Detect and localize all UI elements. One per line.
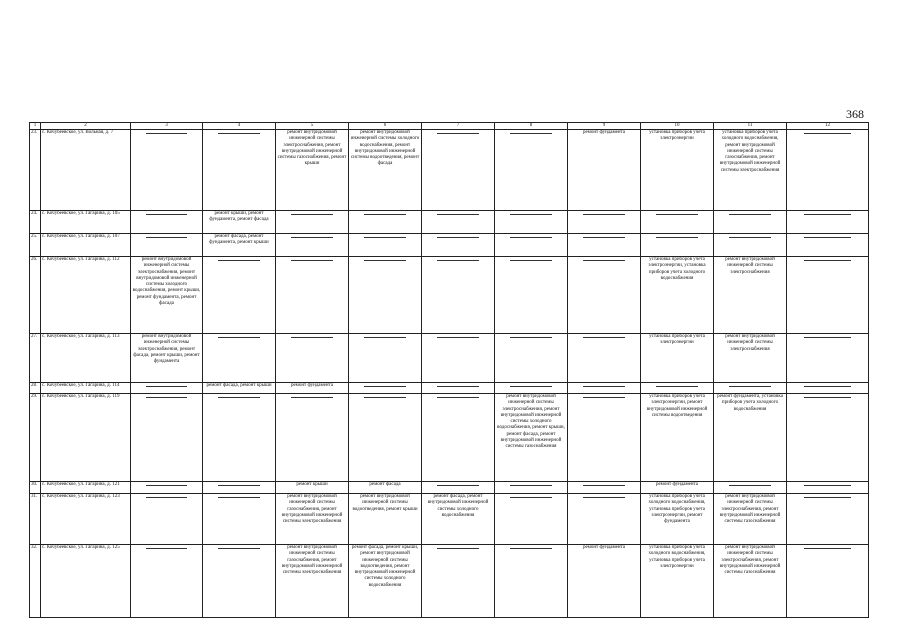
dash-mark [146, 397, 187, 398]
empty-cell [495, 494, 568, 545]
column-number: 7 [422, 123, 495, 130]
work-cell: установка приборов учета холодного водоснабжения, установка приборов учета электроэнергии [641, 545, 714, 618]
empty-cell [203, 394, 276, 482]
table-row [30, 334, 869, 383]
dash-mark [291, 260, 333, 261]
empty-cell [422, 482, 495, 494]
empty-cell [203, 334, 276, 383]
empty-cell [422, 130, 495, 211]
repair-schedule-table [29, 122, 869, 618]
empty-cell [422, 234, 495, 257]
empty-cell [131, 383, 203, 394]
empty-cell [568, 234, 641, 257]
dash-mark [218, 397, 260, 398]
dash-mark [291, 214, 333, 215]
empty-cell [568, 257, 641, 334]
dash-mark [146, 133, 187, 134]
work-cell: ремонт внутридомовой инженерной системы электроснабжения, ремонт внутридомовой инженерной системы газоснабжения [714, 545, 787, 618]
address-cell: с. Кочубеевское, ул. Гагарина, д. 119 [41, 394, 131, 482]
row-number: 28. [30, 383, 41, 394]
work-cell: ремонт фундамента [641, 482, 714, 494]
work-cell: ремонт фасада, ремонт фундамента, ремонт крыши [203, 234, 276, 257]
address-cell: с. Кочубеевское, ул. Гагарина, д. 123 [41, 494, 131, 545]
empty-cell [203, 130, 276, 211]
address-cell: с. Кочубеевское, ул. Гагарина, д. 112 [41, 257, 131, 334]
column-number: 1 [30, 123, 41, 130]
work-cell: установка приборов учета холодного водоснабжения, ремонт внутридомовой инженерной системы газоснабжения, ремонт внутридомовой инженерной системы электроснабжения [714, 130, 787, 211]
dash-mark [437, 260, 479, 261]
empty-cell [787, 130, 869, 211]
table-row [30, 494, 869, 545]
empty-cell [422, 383, 495, 394]
dash-mark [510, 260, 552, 261]
empty-cell [787, 383, 869, 394]
empty-cell [276, 211, 349, 234]
address-cell: с. Кочубеевское, ул. Гагарина, д. 121 [41, 482, 131, 494]
dash-mark [804, 397, 851, 398]
empty-cell [787, 545, 869, 618]
work-cell: ремонт фундамента [568, 130, 641, 211]
empty-cell [131, 211, 203, 234]
work-cell: установка приборов учета электроэнергии [641, 130, 714, 211]
dash-mark [364, 237, 406, 238]
empty-cell [568, 383, 641, 394]
empty-cell [276, 234, 349, 257]
empty-cell [714, 234, 787, 257]
table-row [30, 394, 869, 482]
dash-mark [146, 485, 187, 486]
row-number: 27. [30, 334, 41, 383]
empty-cell [787, 211, 869, 234]
empty-cell [349, 211, 422, 234]
column-number: 2 [41, 123, 131, 130]
dash-mark [146, 237, 187, 238]
work-cell: ремонт внутридомовой инженерной системы газоснабжения, ремонт внутридомовой инженерной системы электроснабжения [276, 545, 349, 618]
empty-cell [203, 545, 276, 618]
empty-cell [276, 334, 349, 383]
empty-cell [568, 211, 641, 234]
dash-mark [437, 133, 479, 134]
dash-mark [583, 397, 625, 398]
empty-cell [641, 211, 714, 234]
dash-mark [729, 386, 771, 387]
dash-mark [656, 386, 698, 387]
row-number: 25. [30, 234, 41, 257]
table-row [30, 130, 869, 211]
empty-cell [349, 394, 422, 482]
dash-mark [656, 214, 698, 215]
empty-cell [422, 334, 495, 383]
work-cell: ремонт крыши, ремонт фундамента, ремонт фасада [203, 211, 276, 234]
work-cell: ремонт фундамента [568, 545, 641, 618]
dash-mark [729, 237, 771, 238]
empty-cell [349, 334, 422, 383]
dash-mark [437, 337, 479, 338]
dash-mark [583, 337, 625, 338]
address-cell: с. Кочубеевское, ул. Гагарина, д. 114 [41, 383, 131, 394]
address-cell: с. Кочубеевское, ул. Гагарина, д. 105 [41, 211, 131, 234]
empty-cell [131, 545, 203, 618]
dash-mark [510, 386, 552, 387]
work-cell: установка приборов учета электроэнергии, ремонт внутридомовой инженерной системы водоотведения [641, 394, 714, 482]
page-number: 368 [846, 107, 864, 121]
dash-mark [218, 133, 260, 134]
column-number: 3 [131, 123, 203, 130]
empty-cell [422, 394, 495, 482]
empty-cell [568, 394, 641, 482]
empty-cell [276, 394, 349, 482]
empty-cell [495, 482, 568, 494]
dash-mark [218, 497, 260, 498]
dash-mark [804, 386, 851, 387]
dash-mark [510, 214, 552, 215]
empty-cell [641, 234, 714, 257]
work-cell: ремонт фундамента [276, 383, 349, 394]
dash-mark [510, 497, 552, 498]
dash-mark [218, 548, 260, 549]
work-cell: ремонт фасада, ремонт внутридомовой инженерной системы холодного водоснабжения [422, 494, 495, 545]
dash-mark [729, 485, 771, 486]
dash-mark [804, 548, 851, 549]
empty-cell [787, 334, 869, 383]
row-number: 30. [30, 482, 41, 494]
empty-cell [787, 394, 869, 482]
empty-cell [131, 494, 203, 545]
work-cell: ремонт фасада, ремонт крыши, ремонт внутридомовой инженерной системы водоотведения, ремонт внутридомовой инженерной системы холодного водоснабжения [349, 545, 422, 618]
empty-cell [422, 257, 495, 334]
empty-cell [495, 545, 568, 618]
dash-mark [146, 497, 187, 498]
work-cell: ремонт внутридомовой инженерной системы электроснабжения, ремонт внутридомовой инженерной системы холодного водоснабжения, ремонт крыши, ремонт фасада, ремонт внутридомовой инженерной системы газоснабжения [495, 394, 568, 482]
empty-cell [349, 234, 422, 257]
row-number: 26. [30, 257, 41, 334]
empty-cell [131, 130, 203, 211]
work-cell: ремонт внутридомовой инженерной системы электроснабжения, ремонт внутридомовой инженерной системы газоснабжения, ремонт крыши [276, 130, 349, 211]
dash-mark [804, 214, 851, 215]
empty-cell [568, 482, 641, 494]
row-number: 31. [30, 494, 41, 545]
dash-mark [804, 497, 851, 498]
work-cell: ремонт внутридомовой инженерной системы водоотведения, ремонт крыши [349, 494, 422, 545]
work-cell: ремонт внутридомовой инженерной системы электроснабжения [714, 334, 787, 383]
work-cell: ремонт фасада, ремонт крыши [203, 383, 276, 394]
empty-cell [131, 234, 203, 257]
dash-mark [364, 260, 406, 261]
work-cell: ремонт фундамента, установка приборов учета холодного водоснабжения [714, 394, 787, 482]
empty-cell [787, 234, 869, 257]
dash-mark [583, 260, 625, 261]
empty-cell [714, 383, 787, 394]
empty-cell [203, 494, 276, 545]
table-row [30, 383, 869, 394]
work-cell: ремонт внутридомовой инженерной системы электроснабжения, ремонт фасада, ремонт крыши, ремонт фундамента [131, 334, 203, 383]
work-cell: ремонт внутридомовой инженерной системы электроснабжения, ремонт внутридомовой инженерной системы холодного водоснабжения, ремонт крыши, ремонт фундамента, ремонт фасада [131, 257, 203, 334]
work-cell: ремонт крыши [276, 482, 349, 494]
dash-mark [291, 397, 333, 398]
work-cell: установка приборов учета электроэнергии [641, 334, 714, 383]
dash-mark [510, 133, 552, 134]
dash-mark [364, 214, 406, 215]
address-cell: с. Кочубеевское, ул. Гагарина, д. 125 [41, 545, 131, 618]
empty-cell [568, 334, 641, 383]
dash-mark [437, 214, 479, 215]
empty-cell [714, 482, 787, 494]
work-cell: ремонт внутридомовой инженерной системы холодного водоснабжения, ремонт внутридомовой инженерной системы водоотведения, ремонт фасада [349, 130, 422, 211]
empty-cell [422, 545, 495, 618]
work-cell: ремонт внутридомовой инженерной системы газоснабжения, ремонт внутридомовой инженерной системы электроснабжения [276, 494, 349, 545]
work-cell: установка приборов учета холодного водоснабжения, установка приборов учета электроэнергии, ремонт фундамента [641, 494, 714, 545]
row-number: 24. [30, 211, 41, 234]
table-row [30, 545, 869, 618]
dash-mark [437, 548, 479, 549]
dash-mark [583, 497, 625, 498]
dash-mark [510, 548, 552, 549]
table-row [30, 482, 869, 494]
dash-mark [583, 485, 625, 486]
dash-mark [218, 260, 260, 261]
dash-mark [291, 237, 333, 238]
empty-cell [349, 257, 422, 334]
dash-mark [804, 260, 851, 261]
column-number: 9 [568, 123, 641, 130]
empty-cell [568, 494, 641, 545]
column-number: 6 [349, 123, 422, 130]
dash-mark [437, 397, 479, 398]
empty-cell [787, 494, 869, 545]
empty-cell [276, 257, 349, 334]
dash-mark [291, 337, 333, 338]
empty-cell [131, 482, 203, 494]
empty-cell [714, 211, 787, 234]
dash-mark [583, 237, 625, 238]
dash-mark [510, 337, 552, 338]
empty-cell [203, 257, 276, 334]
dash-mark [146, 386, 187, 387]
empty-cell [787, 482, 869, 494]
column-number: 4 [203, 123, 276, 130]
address-cell: с. Кочубеевское, ул. Вольная, д. 7 [41, 130, 131, 211]
row-number: 29. [30, 394, 41, 482]
work-cell: ремонт внутридомовой инженерной системы электроснабжения, ремонт внутридомовой инженерной системы газоснабжения [714, 494, 787, 545]
table-row [30, 257, 869, 334]
dash-mark [437, 386, 479, 387]
column-number: 10 [641, 123, 714, 130]
empty-cell [495, 211, 568, 234]
empty-cell [131, 394, 203, 482]
dash-mark [437, 237, 479, 238]
table-row [30, 211, 869, 234]
dash-mark [804, 133, 851, 134]
table-row [30, 234, 869, 257]
column-number: 11 [714, 123, 787, 130]
dash-mark [804, 237, 851, 238]
dash-mark [804, 485, 851, 486]
address-cell: с. Кочубеевское, ул. Гагарина, д. 107 [41, 234, 131, 257]
dash-mark [364, 337, 406, 338]
dash-mark [729, 214, 771, 215]
dash-mark [583, 386, 625, 387]
empty-cell [495, 257, 568, 334]
empty-cell [422, 211, 495, 234]
dash-mark [364, 397, 406, 398]
dash-mark [510, 485, 552, 486]
row-number: 23. [30, 130, 41, 211]
dash-mark [804, 337, 851, 338]
column-number: 12 [787, 123, 869, 130]
column-number: 8 [495, 123, 568, 130]
column-number: 5 [276, 123, 349, 130]
dash-mark [510, 237, 552, 238]
work-cell: установка приборов учета электроэнергии, установка приборов учета холодного водоснабжения [641, 257, 714, 334]
empty-cell [495, 383, 568, 394]
empty-cell [641, 383, 714, 394]
row-number: 32. [30, 545, 41, 618]
empty-cell [495, 130, 568, 211]
empty-cell [495, 334, 568, 383]
address-cell: с. Кочубеевское, ул. Гагарина, д. 113 [41, 334, 131, 383]
empty-cell [349, 383, 422, 394]
dash-mark [218, 485, 260, 486]
dash-mark [146, 548, 187, 549]
dash-mark [437, 485, 479, 486]
dash-mark [146, 214, 187, 215]
empty-cell [495, 234, 568, 257]
empty-cell [787, 257, 869, 334]
work-cell: ремонт внутридомовой инженерной системы электроснабжения [714, 257, 787, 334]
dash-mark [218, 337, 260, 338]
dash-mark [656, 237, 698, 238]
dash-mark [583, 214, 625, 215]
work-cell: ремонт фасада [349, 482, 422, 494]
column-number-row [30, 123, 869, 130]
dash-mark [364, 386, 406, 387]
empty-cell [203, 482, 276, 494]
